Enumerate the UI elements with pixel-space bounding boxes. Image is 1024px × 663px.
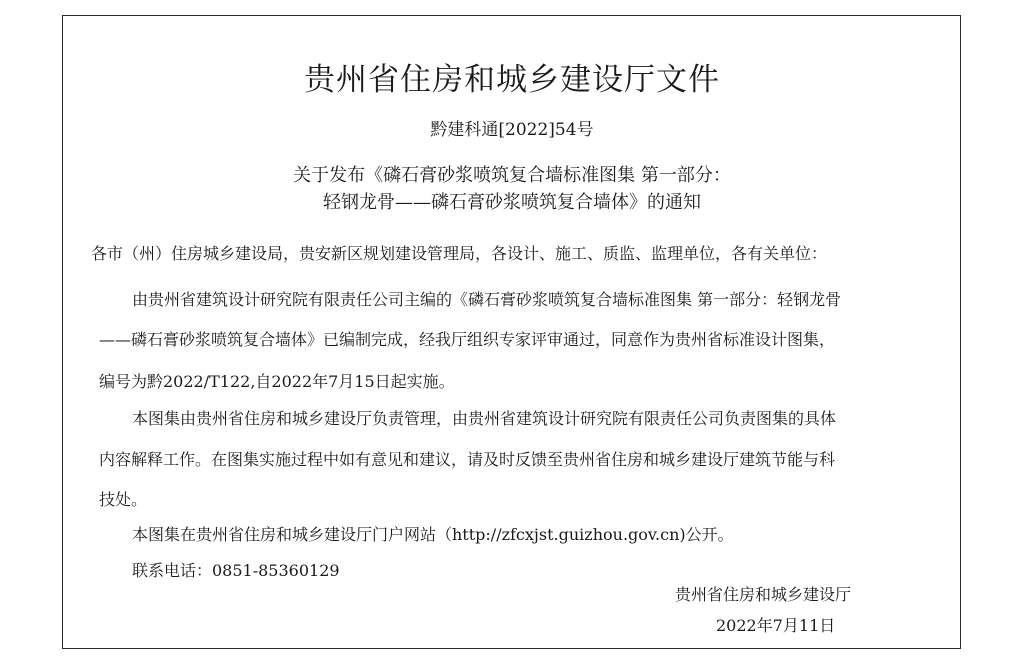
document-number: 黔建科通[2022]54号 (430, 120, 594, 140)
issue-date: 2022年7月11日 (716, 616, 836, 635)
addressee: 各市（州）住房城乡建设局，贵安新区规划建设管理局，各设计、施工、质监、监理单位，各有关单位： (91, 244, 828, 263)
paragraph-2-line-2: 内容解释工作。在图集实施过程中如有意见和建议，请及时反馈至贵州省住房和城乡建设厅建筑节能与科 (99, 450, 836, 469)
contact-phone: 联系电话：0851-85360129 (132, 561, 340, 580)
paragraph-3-website: 本图集在贵州省住房和城乡建设厅门户网站（http://zfcxjst.guizhou.gov.cn)公开。 (132, 525, 734, 544)
paragraph-2-line-1: 本图集由贵州省住房和城乡建设厅负责管理，由贵州省建筑设计研究院有限责任公司负责图集的具体 (132, 409, 837, 428)
document-title: 贵州省住房和城乡建设厅文件 (304, 62, 720, 98)
issuer-signature: 贵州省住房和城乡建设厅 (675, 585, 852, 604)
paragraph-1-line-2: ——磷石膏砂浆喷筑复合墙体》已编制完成，经我厅组织专家评审通过，同意作为贵州省标准设计图集， (99, 330, 836, 349)
subject-line-2: 轻钢龙骨——磷石膏砂浆喷筑复合墙体》的通知 (323, 192, 701, 213)
subject-line-1: 关于发布《磷石膏砂浆喷筑复合墙标准图集 第一部分： (293, 165, 731, 186)
paragraph-1-line-1: 由贵州省建筑设计研究院有限责任公司主编的《磷石膏砂浆喷筑复合墙标准图集 第一部分：轻钢龙骨 (132, 290, 842, 309)
paragraph-2-line-3: 技处。 (99, 490, 148, 509)
paragraph-1-line-3: 编号为黔2022/T122,自2022年7月15日起实施。 (99, 372, 455, 391)
